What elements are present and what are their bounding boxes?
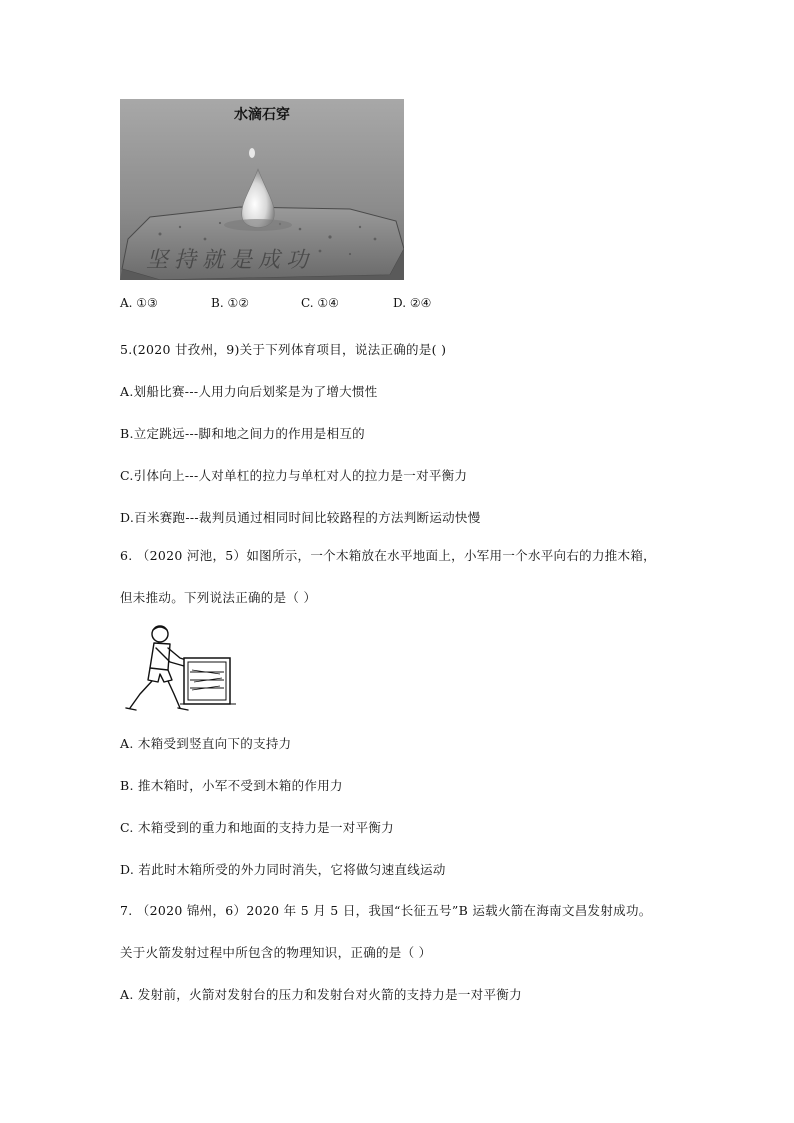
figure-title: 水滴石穿 — [234, 107, 290, 123]
boy-pushing-box-figure — [120, 624, 240, 714]
boy-leg-back — [130, 681, 152, 708]
q5-option-a: A.划船比赛---人用力向后划桨是为了增大惯性 — [120, 384, 378, 399]
q7-stem-line1: 7. （2020 锦州，6）2020 年 5 月 5 日，我国“长征五号”B 运载火箭在海南文昌发射成功。 — [120, 903, 652, 918]
q7-stem-line2: 关于火箭发射过程中所包含的物理知识，正确的是（ ） — [120, 945, 432, 960]
q4-options — [120, 296, 520, 316]
q6-stem-line2: 但未推动。下列说法正确的是（ ） — [120, 590, 317, 605]
q7-option-a: A. 发射前，火箭对发射台的压力和发射台对火箭的支持力是一对平衡力 — [120, 987, 522, 1002]
boy-torso — [150, 643, 170, 670]
q5-option-c: C.引体向上---人对单杠的拉力与单杠对人的拉力是一对平衡力 — [120, 468, 468, 483]
boy-leg-front — [168, 681, 180, 708]
q5-option-b: B.立定跳远---脚和地之间力的作用是相互的 — [120, 426, 365, 441]
wooden-box — [184, 658, 230, 704]
falling-droplet — [249, 148, 255, 158]
q4-option-b: B. ①② — [211, 296, 249, 310]
q4-option-c: C. ①④ — [301, 296, 339, 310]
q4-option-a: A. ①③ — [120, 296, 158, 310]
q5-stem: 5.(2020 甘孜州，9)关于下列体育项目，说法正确的是( ) — [120, 342, 447, 357]
q6-stem-line1: 6. （2020 河池，5）如图所示，一个木箱放在水平地面上，小军用一个水平向右的力推木箱， — [120, 548, 656, 563]
stone-inscription: 坚持就是成功 — [145, 248, 315, 273]
water-drop-stone-figure — [120, 99, 404, 280]
q4-option-d: D. ②④ — [393, 296, 432, 310]
q5-option-d: D.百米赛跑---裁判员通过相同时间比较路程的方法判断运动快慢 — [120, 510, 481, 525]
q6-option-b: B. 推木箱时，小军不受到木箱的作用力 — [120, 778, 343, 793]
q6-option-c: C. 木箱受到的重力和地面的支持力是一对平衡力 — [120, 820, 394, 835]
q6-option-a: A. 木箱受到竖直向下的支持力 — [120, 736, 292, 751]
q6-option-d: D. 若此时木箱所受的外力同时消失，它将做匀速直线运动 — [120, 862, 446, 877]
